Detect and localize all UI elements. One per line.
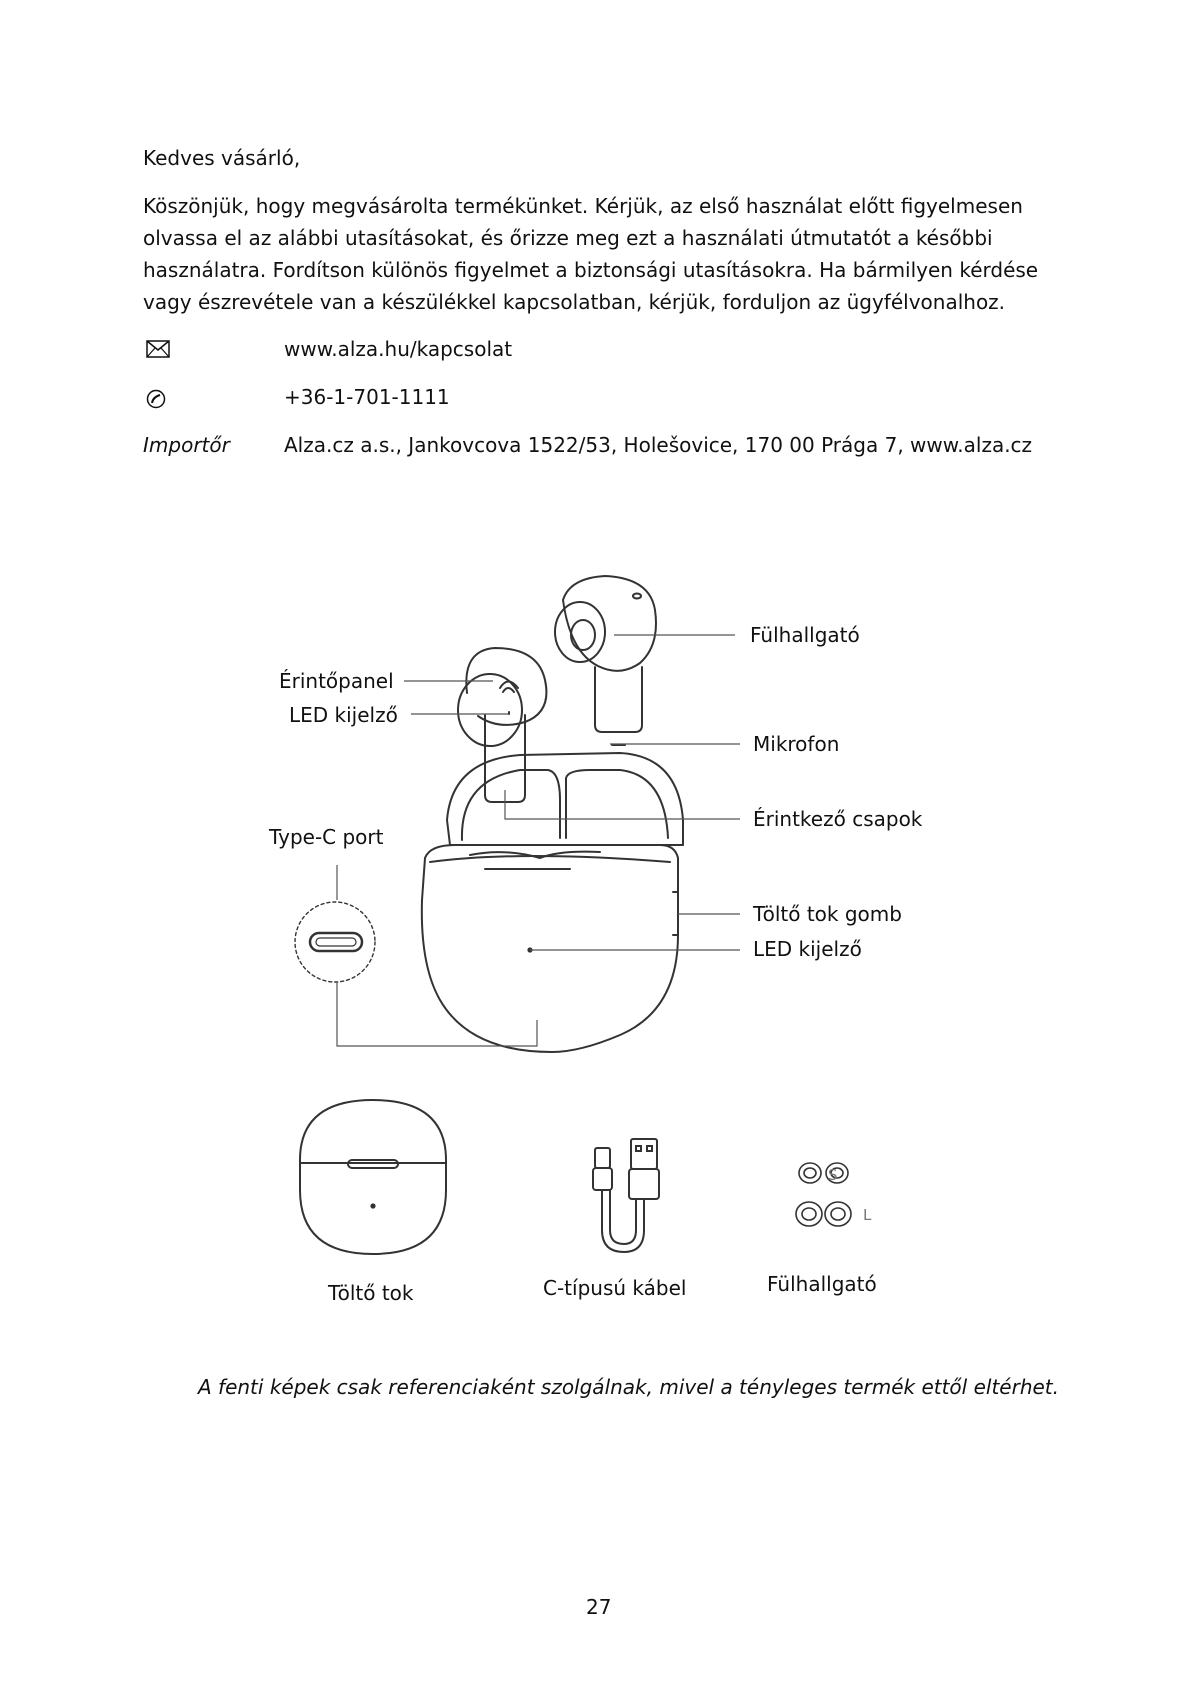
label-led-case: LED kijelző [753, 937, 862, 961]
label-touch-panel: Érintőpanel [279, 669, 394, 693]
label-earphone: Fülhallgató [750, 623, 860, 647]
label-contacts: Érintkező csapok [753, 807, 923, 831]
greeting: Kedves vásárló, [143, 146, 301, 170]
disclaimer: A fenti képek csak referenciaként szolgálnak, mivel a tényleges termék ettől eltérhet. [198, 1375, 1059, 1399]
caption-eartips: Fülhallgató [767, 1272, 877, 1296]
earbud-right-illustration [555, 576, 656, 732]
importer-label: Importőr [143, 433, 230, 457]
importer-value: Alza.cz a.s., Jankovcova 1522/53, Holešovice, 170 00 Prága 7, www.alza.cz [284, 433, 1033, 457]
caption-cable: C-típusú kábel [543, 1276, 687, 1300]
web-contact[interactable]: www.alza.hu/kapcsolat [284, 337, 513, 361]
label-led-earbud: LED kijelző [289, 703, 398, 727]
caption-case: Töltő tok [328, 1281, 414, 1305]
intro-line: olvassa el az alábbi utasításokat, és őrizze meg ezt a használati útmutatót a későbbi [143, 226, 993, 250]
case-body-illustration [422, 845, 678, 1052]
closed-case-illustration [300, 1100, 446, 1254]
intro-line: használatra. Fordítson különös figyelmet a biztonsági utasításokra. Ha bármilyen kérdése [143, 258, 1039, 282]
leader-lines [337, 635, 740, 1046]
eartips-illustration [796, 1163, 851, 1226]
label-type-c: Type-C port [269, 825, 384, 849]
label-microphone: Mikrofon [753, 732, 840, 756]
label-case-button: Töltő tok gomb [753, 902, 902, 926]
eartip-size-s: S [828, 1166, 838, 1184]
intro-line: vagy észrevétele van a készülékkel kapcsolatban, kérjük, forduljon az ügyfélvonalhoz. [143, 290, 1006, 314]
type-c-callout-illustration [295, 902, 375, 982]
earbud-left-illustration [458, 648, 546, 802]
intro-line: Köszönjük, hogy megvásárolta termékünket. Kérjük, az első használat előtt figyelmesen [143, 194, 1023, 218]
case-lid-illustration [447, 745, 683, 845]
phone-contact: +36-1-701-1111 [284, 385, 450, 409]
eartip-size-l: L [863, 1206, 872, 1224]
page-number: 27 [586, 1595, 612, 1619]
usb-c-cable-illustration [593, 1139, 659, 1252]
